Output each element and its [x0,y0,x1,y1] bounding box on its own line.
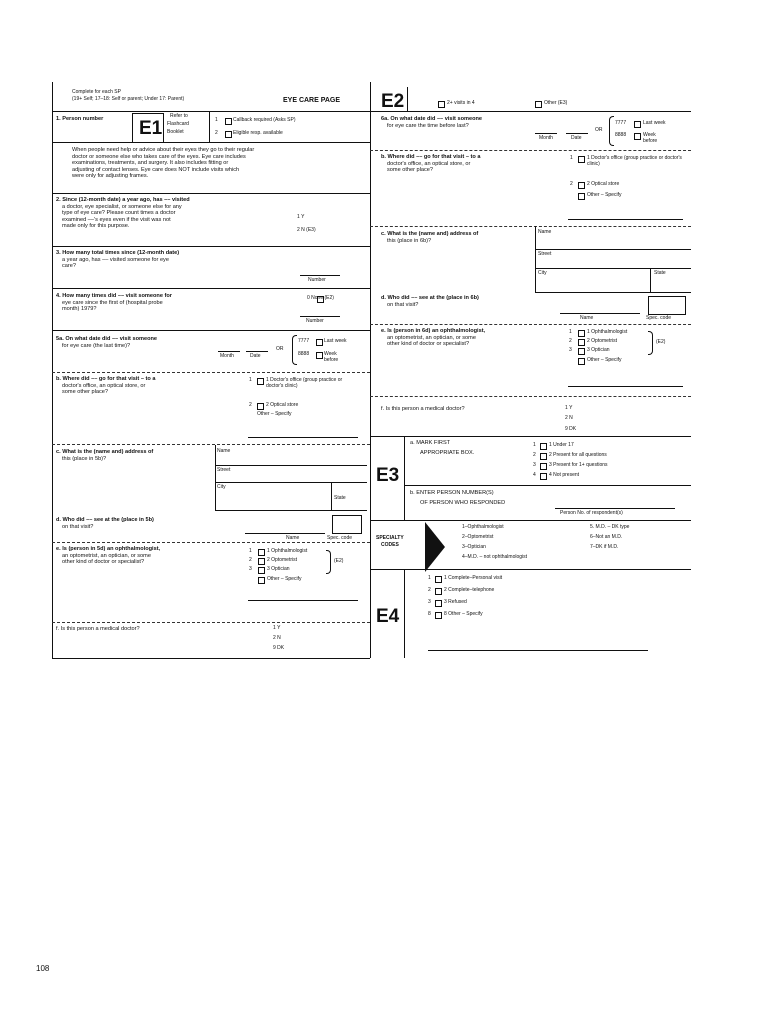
q5c-city: City [217,484,226,490]
e2-option-other: Other (E3) [544,100,568,106]
q5e-optom-checkbox[interactable] [258,558,265,565]
q5f-yes[interactable]: 1 Y [273,625,281,631]
e2-checkbox-other[interactable] [535,101,542,108]
q5b-other-option: Other – Specify [257,411,292,417]
q5b-line: doctor's office, an optical store, or [62,382,146,389]
q6e-line: an optometrist, an optician, or some [387,334,476,341]
q6e-ophth-checkbox[interactable] [578,330,585,337]
q6b-line: some other place? [387,167,434,174]
q6e-line: other kind of doctor or specialist? [387,341,470,348]
q5e-line: e. Is (person in 5d) an ophthalmologist, [56,546,161,552]
e4-personal-checkbox[interactable] [435,576,442,583]
q5e-other-checkbox[interactable] [258,577,265,584]
e3-present-some-checkbox[interactable] [540,463,547,470]
q6b-optical-checkbox[interactable] [578,182,585,189]
q6b-line: b. Where did –– go for that visit – to a [381,154,481,160]
q5f-dk[interactable]: 9 DK [273,645,285,651]
specialty-code-6: 6–Not an M.D. [590,534,623,540]
q5e-skip: (E2) [334,558,344,564]
q6f-dk[interactable]: 9 DK [565,426,577,432]
intro-line: When people need help or advice about their eyes they go to their regular [72,147,255,153]
q5a-last-week-checkbox[interactable] [316,339,323,346]
q5a-line: 5a. On what date did –– visit someone [56,336,158,342]
q5c-line: this (place in 5b)? [62,455,107,462]
q5a-week-before: Week before [324,351,339,363]
q3-line: a year ago, has –– visited someone for eye [62,256,169,263]
refer-line1: Refer to [170,113,188,119]
e3-present-all: 2 Present for all questions [549,452,607,458]
q6f-no[interactable]: 2 N [565,415,573,421]
q5d-name: Name [286,535,300,541]
e3-under17: 1 Under 17 [549,442,574,448]
e2-option-2plus: 2+ visits in 4 [447,100,475,106]
e3-not-present-checkbox[interactable] [540,473,547,480]
q5e-line: an optometrist, an optician, or some [62,552,151,559]
e4-refused-checkbox[interactable] [435,600,442,607]
q6f-text: f. Is this person a medical doctor? [381,406,465,412]
q5c-name: Name [217,448,231,454]
e3-respondent-number: Person No. of respondent(s) [560,510,623,516]
complete-for-line2: (19+ Self; 17–18: Self or parent; Under 17: Parent) [72,96,185,102]
q5e-optician: 3 Optician [267,566,290,572]
q2-line: 2. Since (12-month date) a year ago, has –– visited [56,197,190,203]
e4-telephone: 2 Complete–telephone [444,587,495,593]
q6a-code-last: 7777 [615,120,627,126]
q5a-week-before-checkbox[interactable] [316,352,323,359]
q5a-last-week: Last week [324,338,347,344]
e3-present-all-checkbox[interactable] [540,453,547,460]
q6a-last-week-checkbox[interactable] [634,121,641,128]
q5c-street: Street [217,467,231,473]
q6c-state: State [654,270,666,276]
q2-line: a doctor, eye specialist, or someone else for any [62,203,182,210]
q4-line: month) 1979? [62,306,97,313]
e3-code: E3 [376,465,400,486]
e4-refused: 3 Refused [444,599,467,605]
q6e-optician: 3 Optician [587,347,610,353]
q6e-optom-checkbox[interactable] [578,339,585,346]
q5d-spec-code: Spec. code [327,535,353,541]
specialty-code-2: 2–Optometrist [462,534,494,540]
q6a-line: for eye care the time before last? [387,122,469,129]
q6e-skip: (E2) [656,339,666,345]
intro-line: examinations, treatments, and surgery. It also includes fitting or [72,160,229,167]
eligible-option: Eligible resp. available [233,130,283,136]
q6a-week-before: Week before [643,132,658,144]
q6b-optical-option: 2 Optical store [587,181,620,187]
specialty-code-4: 4–M.D. – not ophthalmologist [462,554,528,560]
intro-line: doctor or someone else who takes care of the eyes. Eye care includes [72,153,246,160]
e3-a-line1: a. MARK FIRST [410,440,451,446]
e1-code: E1 [139,118,163,139]
q3-number-label: Number [308,277,326,283]
q3-line: care? [62,263,76,270]
q4-none: 0 None (E2) [307,295,334,301]
q4-line: eye care since the first of (hospital probe [62,299,163,306]
e2-code: E2 [381,91,405,112]
q6c-city: City [538,270,547,276]
eligible-checkbox[interactable] [225,131,232,138]
q4-number-label: Number [306,318,324,324]
q6d-name: Name [580,315,594,321]
q5e-other: Other – Specify [267,576,302,582]
q5e-line: other kind of doctor or specialist? [62,559,145,566]
q6d-spec-code: Spec. code [646,315,672,321]
specialty-code-5: 5. M.D. – DK type [590,524,630,530]
q6d-spec-code-box[interactable] [648,296,686,315]
q2-line: examined ––'s eyes even if the visit was not [62,216,171,223]
e3-not-present: 4 Not present [549,472,580,478]
e3-under17-checkbox[interactable] [540,443,547,450]
q5d-line: d. Who did –– see at the (place in 5b) [56,517,154,523]
q5b-doctor-option: 1 Doctor's office (group practice or doctor's clinic) [266,377,343,389]
q6b-doctor-checkbox[interactable] [578,156,585,163]
q4-line: 4. How many times did –– visit someone for [56,293,172,299]
q6a-or: OR [595,127,603,133]
e4-other: 8 Other – Specify [444,611,483,617]
q6e-optom: 2 Optometrist [587,338,618,344]
q6a-date: Date [571,135,582,141]
q2-line: made only for this purpose. [62,223,130,230]
intro-line: were only for adjusting frames. [72,173,149,180]
q6a-line: 6a. On what date did –– visit someone [381,116,483,122]
q6c-line: c. What is the (name and) address of [381,231,479,237]
q6a-code-week: 8888 [615,132,627,138]
q6b-other-option: Other – Specify [587,192,622,198]
q6e-other-checkbox[interactable] [578,358,585,365]
e4-other-checkbox[interactable] [435,612,442,619]
e4-personal: 1 Complete–Personal visit [444,575,503,581]
q5a-code-last: 7777 [298,338,310,344]
q5d-spec-code-box[interactable] [332,515,362,534]
q5f-no[interactable]: 2 N [273,635,281,641]
q2-line: type of eye care? Please count times a doctor [62,210,176,217]
q6a-month: Month [539,135,553,141]
person-number-label: 1. Person number [56,116,104,122]
q6c-street: Street [538,251,552,257]
q6e-optician-checkbox[interactable] [578,348,585,355]
q5e-ophth: 1 Ophthalmologist [267,548,308,554]
q6b-doctor-option: 1 Doctor's office (group practice or doctor's clinic) [587,155,682,167]
q5f-text: f. Is this person a medical doctor? [56,626,140,632]
q6c-name: Name [538,229,552,235]
q5c-line: c. What is the (name and) address of [56,449,154,455]
q2-yes[interactable]: 1 Y [297,214,305,220]
q6c-line: this (place in 6b)? [387,237,432,244]
specialty-title2: CODES [381,542,399,548]
q5b-optical-checkbox[interactable] [257,403,264,410]
q2-no[interactable]: 2 N (E3) [297,227,316,233]
page-number: 108 [36,964,50,973]
q5c-state: State [334,495,346,501]
refer-line2: Flashcard [167,121,189,127]
q5b-line: some other place? [62,389,109,396]
q5b-doctor-checkbox[interactable] [257,378,264,385]
q5a-month: Month [220,353,234,359]
e3-present-some: 3 Present for 1+ questions [549,462,608,468]
complete-for-line1: Complete for each SP [72,89,121,95]
specialty-code-1: 1–Ophthalmologist [462,524,504,530]
e3-a-line2: APPROPRIATE BOX. [420,450,475,456]
q5a-or: OR [276,346,284,352]
specialty-code-3: 3–Optician [462,544,486,550]
q5a-code-week: 8888 [298,351,310,357]
page-title: EYE CARE PAGE [283,97,341,104]
q6b-other-checkbox[interactable] [578,193,585,200]
callback-option: Callback required (Asks SP) [233,117,296,123]
q6e-ophth: 1 Ophthalmologist [587,329,628,335]
e4-code: E4 [376,606,400,627]
e4-telephone-checkbox[interactable] [435,588,442,595]
q6e-other: Other – Specify [587,357,622,363]
specialty-code-7: 7–DK if M.D. [590,544,619,550]
q6d-line: on that visit? [387,301,419,308]
q5a-line: for eye care (the last time)? [62,342,131,349]
q5d-line: on that visit? [62,523,94,530]
q5e-optician-checkbox[interactable] [258,567,265,574]
q6b-line: doctor's office, an optical store, or [387,160,471,167]
q3-line: 3. How many total times since (12-month date) [56,250,180,256]
q6f-yes[interactable]: 1 Y [565,405,573,411]
callback-checkbox[interactable] [225,118,232,125]
q6d-line: d. Who did –– see at the (place in 6b) [381,295,479,301]
q6a-last-week: Last week [643,120,666,126]
q6a-week-before-checkbox[interactable] [634,133,641,140]
q5a-date: Date [250,353,261,359]
q5b-optical-option: 2 Optical store [266,402,299,408]
refer-line3: Booklet [167,129,184,135]
e2-checkbox-2plus[interactable] [438,101,445,108]
e3-b-line1: b. ENTER PERSON NUMBER(S) [410,490,494,496]
e3-b-line2: OF PERSON WHO RESPONDED [420,500,506,506]
q5e-optom: 2 Optometrist [267,557,298,563]
specialty-title1: SPECIALTY [376,535,404,541]
q6e-line: e. Is (person in 6d) an ophthalmologist, [381,328,486,334]
arrow-icon [425,522,445,572]
intro-line: adjusting of contact lenses. Eye care does NOT include visits which [72,166,240,173]
q5e-ophth-checkbox[interactable] [258,549,265,556]
q5b-line: b. Where did –– go for that visit – to a [56,376,156,382]
